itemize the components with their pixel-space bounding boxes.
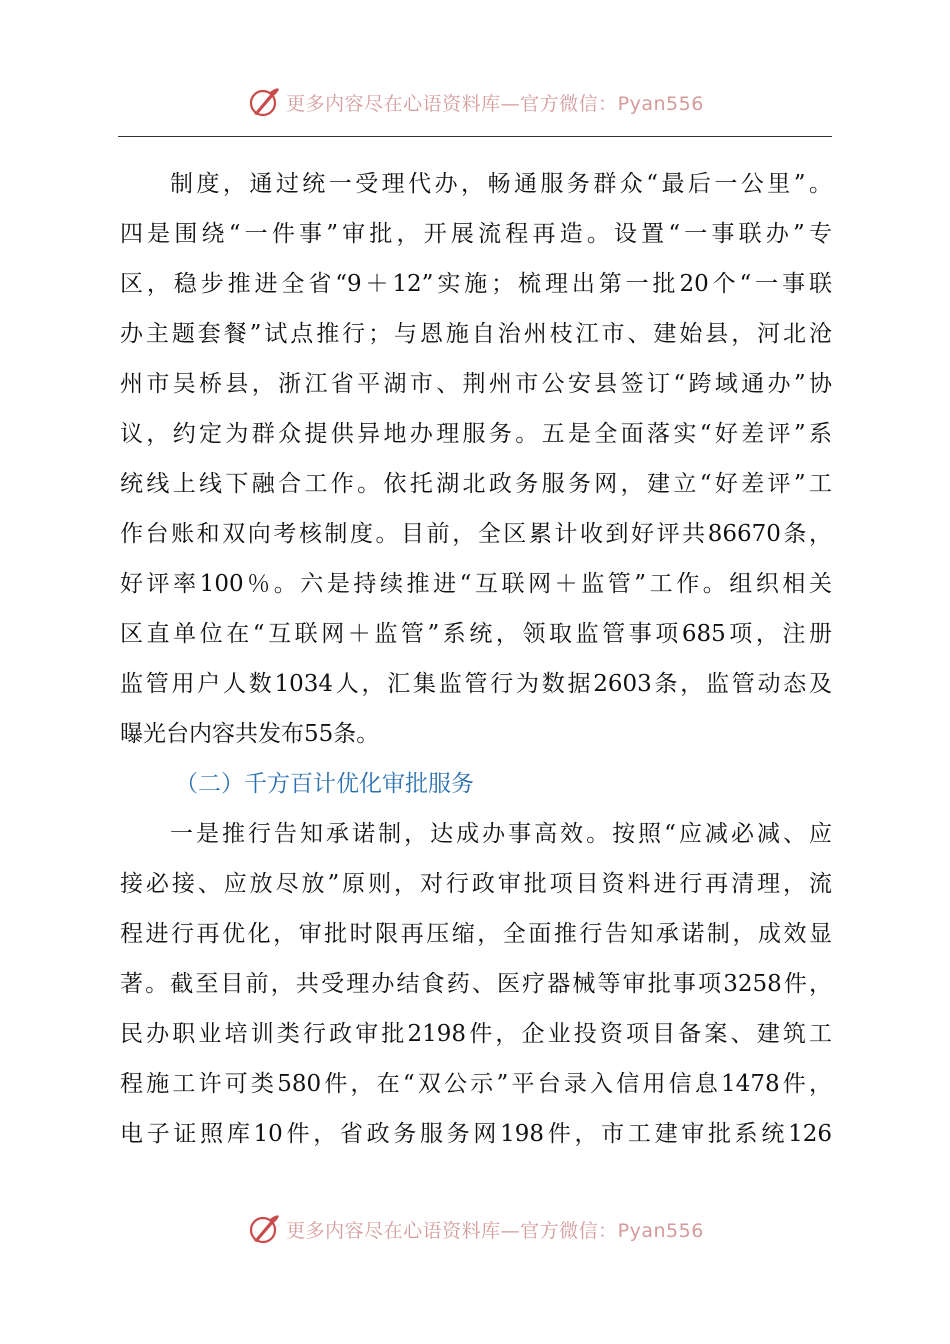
banner-text: 更多内容尽在心语资料库—官方微信：Pyan556 bbox=[286, 1219, 704, 1242]
text-line: 统线上线下融合工作。依托湖北政务服务网，建立“好差评”工 bbox=[120, 471, 832, 497]
text-line: 办主题套餐”试点推行；与恩施自治州枝江市、建始县，河北沧 bbox=[120, 321, 832, 347]
section-heading: （二）千方百计优化审批服务 bbox=[175, 771, 474, 797]
text-line: 一是推行告知承诺制，达成办事高效。按照“应减必减、应 bbox=[170, 821, 832, 847]
text-line: 接必接、应放尽放”原则，对行政审批项目资料进行再清理，流 bbox=[120, 871, 832, 897]
header-rule bbox=[118, 136, 832, 137]
text-line: 议，约定为群众提供异地办理服务。五是全面落实“好差评”系 bbox=[120, 421, 832, 447]
text-line: 作台账和双向考核制度。目前，全区累计收到好评共86670条， bbox=[120, 521, 832, 547]
text-line: 州市吴桥县，浙江省平湖市、荆州市公安县签订“跨域通办”协 bbox=[120, 371, 832, 397]
text-line: 四是围绕“一件事”审批，开展流程再造。设置“一事联办”专 bbox=[120, 221, 832, 247]
quill-logo-icon bbox=[246, 84, 282, 120]
text-line: 区直单位在“互联网＋监管”系统，领取监管事项685项，注册 bbox=[120, 621, 832, 647]
header-banner bbox=[0, 82, 950, 122]
text-line: 监管用户人数1034人，汇集监管行为数据2603条，监管动态及 bbox=[120, 671, 832, 697]
text-line: 制度，通过统一受理代办，畅通服务群众“最后一公里”。 bbox=[170, 171, 832, 197]
text-line: 区，稳步推进全省“9＋12”实施；梳理出第一批20个“一事联 bbox=[120, 271, 832, 297]
text-line: 民办职业培训类行政审批2198件，企业投资项目备案、建筑工 bbox=[120, 1021, 832, 1047]
text-line: 好评率100％。六是持续推进“互联网＋监管”工作。组织相关 bbox=[120, 571, 832, 597]
text-line: 著。截至目前，共受理办结食药、医疗器械等审批事项3258件， bbox=[120, 971, 832, 997]
quill-logo-icon bbox=[246, 1211, 282, 1247]
footer-banner bbox=[0, 1209, 950, 1249]
text-line: 曝光台内容共发布55条。 bbox=[120, 721, 380, 747]
text-line: 程施工许可类580件，在“双公示”平台录入信用信息1478件， bbox=[120, 1071, 832, 1097]
text-line: 程进行再优化，审批时限再压缩，全面推行告知承诺制，成效显 bbox=[120, 921, 832, 947]
banner-text: 更多内容尽在心语资料库—官方微信：Pyan556 bbox=[286, 92, 704, 115]
text-line: 电子证照库10件，省政务服务网198件，市工建审批系统126 bbox=[120, 1121, 832, 1147]
